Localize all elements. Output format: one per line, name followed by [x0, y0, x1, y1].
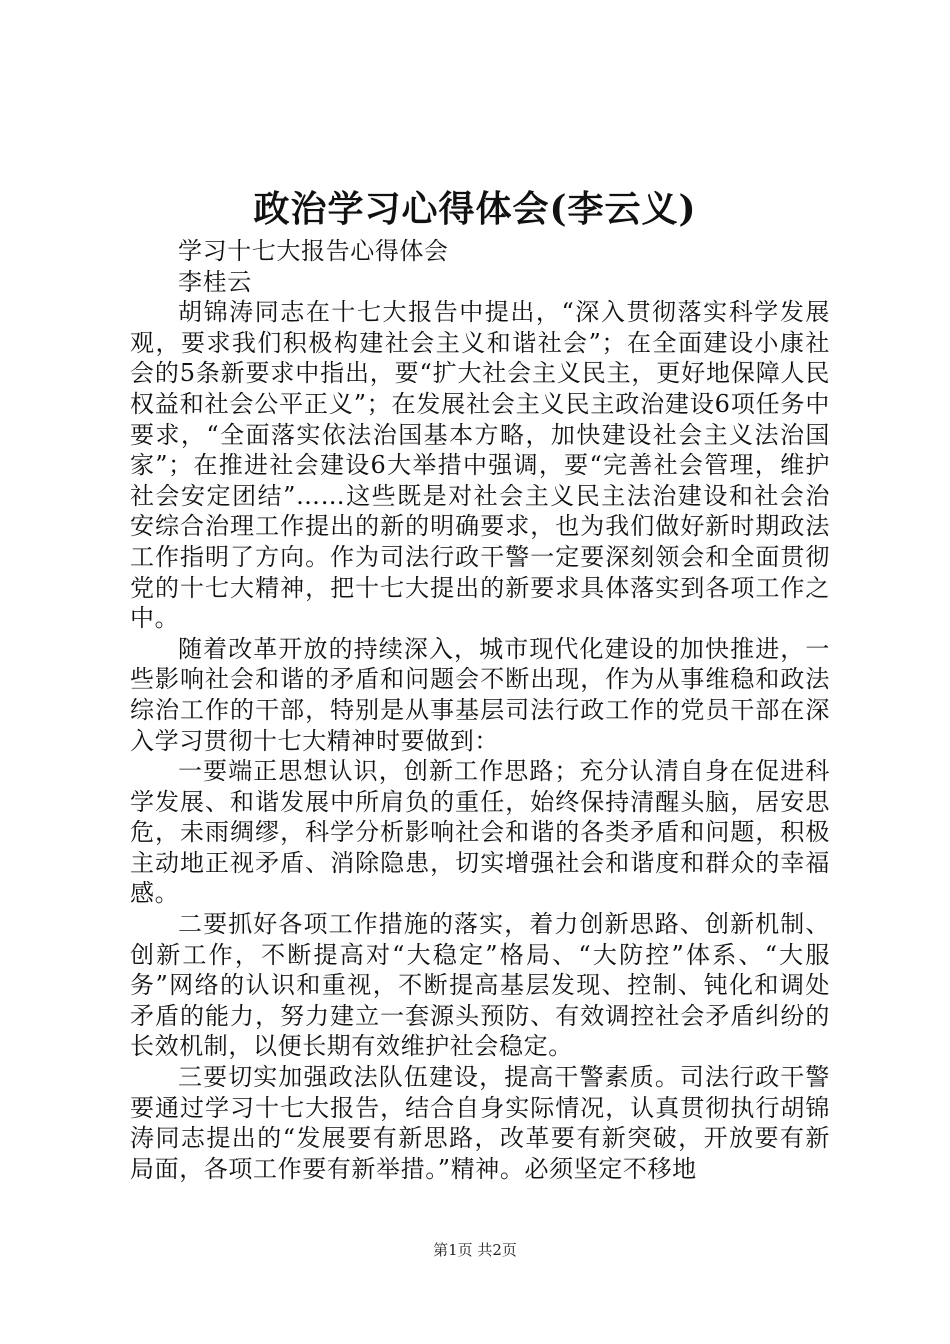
page-footer: 第1页 共2页: [433, 1241, 517, 1259]
author-name: 李桂云: [178, 267, 252, 296]
paragraph-4: 二要抓好各项工作措施的落实，着力创新思路、创新机制、创新工作，不断提高对“大稳定”格局、“大防控”体系、“大服务”网络的认识和重视，不断提高基层发现、控制、钝化和调处矛盾的能力，努力建立一套源头预防、有效调控社会矛盾纠纷的长效机制，以便长期有效维护社会稳定。: [130, 910, 830, 1061]
document-body: [130, 236, 830, 1184]
subtitle: 学习十七大报告心得体会: [178, 237, 449, 265]
paragraph-2: 随着改革开放的持续深入，城市现代化建设的加快推进，一些影响社会和谐的矛盾和问题会不断出现，作为从事维稳和政法综治工作的干部，特别是从事基层司法行政工作的党员干部在深入学习贯彻十七大精神时要做到：: [130, 634, 830, 755]
paragraph-5: 三要切实加强政法队伍建设，提高干警素质。司法行政干警要通过学习十七大报告，结合自身实际情况，认真贯彻执行胡锦涛同志提出的“发展要有新思路，改革要有新突破，开放要有新局面，各项工作要有新举措。”精神。必须坚定不移地: [130, 1063, 830, 1183]
paragraph-3: 一要端正思想认识，创新工作思路；充分认清自身在促进科学发展、和谐发展中所肩负的重任，始终保持清醒头脑，居安思危，未雨绸缪，科学分析影响社会和谐的各类矛盾和问题，积极主动地正视矛盾、消除隐患，切实增强社会和谐度和群众的幸福感。: [130, 757, 830, 908]
document-title: 政治学习心得体会(李云义): [253, 188, 697, 230]
paragraph-1: 胡锦涛同志在十七大报告中提出，“深入贯彻落实科学发展观，要求我们积极构建社会主义和谐社会”；在全面建设小康社会的5条新要求中指出，要“扩大社会主义民主，更好地保障人民权益和社会公平正义”；在发展社会主义民主政治建设6项任务中要求，“全面落实依法治国基本方略，加快建设社会主义法治国家”；在推进社会建设6大举措中强调，要“完善社会管理，维护社会安定团结”……这些既是对社会主义民主法治建设和社会治安综合治理工作提出的新的明确要求，也为我们做好新时期政法工作指明了方向。作为司法行政干警一定要深刻领会和全面贯彻党的十七大精神，把十七大提出的新要求具体落实到各项工作之中。: [130, 298, 830, 633]
